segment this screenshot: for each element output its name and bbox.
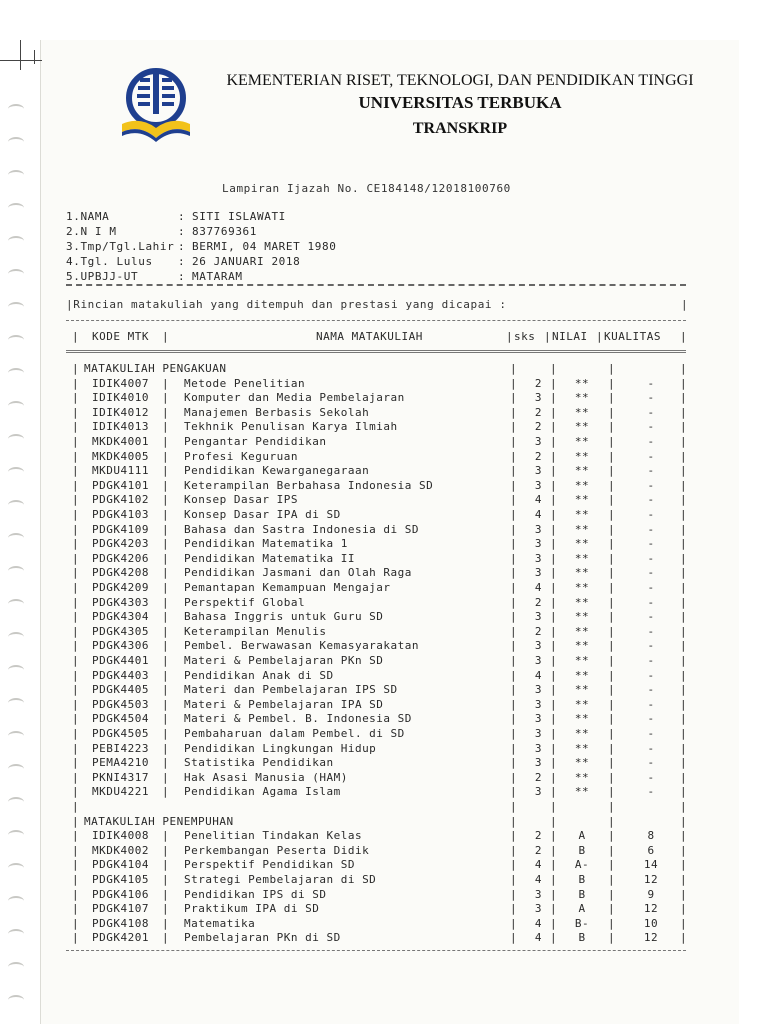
- binder-hole: [8, 995, 24, 1005]
- universitas-terbuka-logo: [118, 66, 194, 144]
- course-code: PDGK4305: [92, 624, 149, 638]
- course-name: Praktikum IPA di SD: [184, 902, 320, 916]
- table-caption: Rincian matakuliah yang ditempuh dan prestasi yang dicapai :: [73, 298, 507, 311]
- course-quality: -: [647, 741, 655, 755]
- course-grade: **: [574, 654, 590, 667]
- course-quality: -: [647, 449, 655, 463]
- course-sks: 2: [534, 624, 542, 638]
- divider-header: [66, 350, 686, 353]
- course-grade: **: [574, 697, 590, 711]
- course-row: | PDGK4101 | Keterampilan Berbahasa Indonesia SD | 3 | ** | - |: [72, 478, 688, 492]
- course-grade: B: [578, 843, 586, 857]
- course-quality: -: [647, 727, 655, 740]
- course-code: PDGK4107: [92, 902, 149, 916]
- course-row: | PDGK4209 | Pemantapan Kemampuan Mengajar | 4 | ** | - |: [72, 581, 688, 594]
- course-sks: 3: [534, 435, 542, 448]
- course-name: Penelitian Tindakan Kelas: [184, 829, 363, 843]
- binder-hole: [8, 467, 24, 477]
- binder-hole: [8, 104, 24, 114]
- course-sks: 3: [534, 654, 542, 667]
- table-header-row: | KODE MTK | NAMA MATAKULIAH | sks | NILAI | KUALITAS |: [72, 330, 688, 343]
- course-code: PKNI4317: [92, 770, 149, 784]
- course-quality: 12: [643, 873, 659, 886]
- student-info-colon: :: [178, 255, 186, 268]
- course-quality: -: [647, 595, 655, 609]
- course-code: PDGK4503: [92, 697, 149, 711]
- course-grade: **: [574, 551, 590, 565]
- course-sks: 3: [534, 902, 542, 916]
- course-quality: -: [647, 712, 655, 726]
- course-grade: A: [578, 829, 586, 843]
- blank-row: | | | | |: [72, 800, 688, 813]
- course-quality: -: [647, 464, 655, 478]
- course-grade: **: [574, 712, 590, 726]
- course-row: | PDGK4403 | Pendidikan Anak di SD | 4 | ** | - |: [72, 668, 688, 682]
- header-sks: sks: [514, 330, 536, 343]
- course-name: Hak Asasi Manusia (HAM): [184, 770, 348, 784]
- course-code: PDGK4209: [92, 581, 149, 594]
- header-name: NAMA MATAKULIAH: [316, 330, 423, 343]
- header-code: KODE MTK: [92, 330, 149, 343]
- course-code: PDGK4304: [92, 610, 149, 624]
- header-grade: NILAI: [552, 330, 588, 343]
- course-grade: **: [574, 668, 590, 682]
- student-info-colon: :: [178, 225, 186, 238]
- binder-hole: [8, 599, 24, 609]
- course-code: PDGK4109: [92, 522, 149, 536]
- course-sks: 3: [534, 537, 542, 551]
- course-name: Keterampilan Berbahasa Indonesia SD: [184, 478, 434, 492]
- course-code: IDIK4008: [92, 829, 149, 843]
- course-quality: -: [647, 405, 655, 419]
- course-grade: B: [578, 873, 586, 886]
- course-name: Statistika Pendidikan: [184, 756, 334, 770]
- course-grade: **: [574, 376, 590, 390]
- course-sks: 3: [534, 522, 542, 536]
- course-row: | PDGK4303 | Perspektif Global | 2 | ** | - |: [72, 595, 688, 609]
- course-name: Pengantar Pendidikan: [184, 435, 327, 448]
- binder-hole: [8, 203, 24, 213]
- table-caption-row: |Rincian matakuliah yang ditempuh dan prestasi yang dicapai :: [66, 298, 507, 311]
- diploma-attachment-number: Lampiran Ijazah No. CE184148/12018100760: [222, 182, 511, 195]
- course-quality: -: [647, 654, 655, 667]
- course-code: PDGK4203: [92, 537, 149, 551]
- course-quality: -: [647, 566, 655, 580]
- course-grade: **: [574, 537, 590, 551]
- course-quality: -: [647, 770, 655, 784]
- binder-hole: [8, 797, 24, 807]
- university-name: UNIVERSITAS TERBUKA: [358, 93, 562, 112]
- course-quality: -: [647, 537, 655, 551]
- course-quality: -: [647, 420, 655, 434]
- course-sks: 3: [534, 391, 542, 405]
- course-name: Matematika: [184, 916, 256, 930]
- course-name: Pendidikan Matematika II: [184, 551, 355, 565]
- binder-hole: [8, 368, 24, 378]
- course-row: | MKDK4005 | Profesi Keguruan | 2 | ** | - |: [72, 449, 688, 463]
- student-info-colon: :: [178, 270, 186, 283]
- course-row: | IDIK4007 | Metode Penelitian | 2 | ** | - |: [72, 376, 688, 390]
- binder-holes: [8, 0, 28, 1024]
- course-name: Materi dan Pembelajaran IPS SD: [184, 683, 398, 697]
- course-code: MKDU4111: [92, 464, 149, 478]
- course-grade: **: [574, 478, 590, 492]
- course-sks: 3: [534, 478, 542, 492]
- course-quality: -: [647, 522, 655, 536]
- course-grade: **: [574, 566, 590, 580]
- course-code: PDGK4108: [92, 916, 149, 930]
- course-name: Pembel. Berwawasan Kemasyarakatan: [184, 639, 420, 653]
- course-grade: **: [574, 770, 590, 784]
- course-quality: -: [647, 639, 655, 653]
- section-title: MATAKULIAH PENGAKUAN: [84, 362, 227, 375]
- course-grade: **: [574, 435, 590, 448]
- course-name: Pendidikan Kewarganegaraan: [184, 464, 370, 478]
- crop-mark: [0, 40, 44, 80]
- binder-hole: [8, 500, 24, 510]
- course-name: Metode Penelitian: [184, 376, 306, 390]
- course-sks: 3: [534, 610, 542, 624]
- course-name: Manajemen Berbasis Sekolah: [184, 405, 370, 419]
- course-sks: 2: [534, 829, 542, 843]
- course-sks: 2: [534, 595, 542, 609]
- course-sks: 2: [534, 376, 542, 390]
- divider-top: [66, 284, 686, 286]
- course-grade: B: [578, 887, 586, 901]
- course-code: PDGK4102: [92, 493, 149, 507]
- course-row: | PEMA4210 | Statistika Pendidikan | 3 | ** | - |: [72, 756, 688, 770]
- course-quality: -: [647, 391, 655, 405]
- student-info-label: 4.Tgl. Lulus: [66, 255, 153, 268]
- course-sks: 3: [534, 639, 542, 653]
- course-quality: 8: [647, 829, 655, 843]
- course-sks: 4: [534, 858, 542, 872]
- course-code: PEBI4223: [92, 741, 149, 755]
- student-info-value: 26 JANUARI 2018: [192, 255, 301, 268]
- binder-hole: [8, 434, 24, 444]
- course-quality: 12: [643, 931, 659, 945]
- course-sks: 2: [534, 420, 542, 434]
- course-name: Pembaharuan dalam Pembel. di SD: [184, 727, 405, 740]
- binder-hole: [8, 170, 24, 180]
- student-info-label: 3.Tmp/Tgl.Lahir: [66, 240, 175, 253]
- course-grade: **: [574, 493, 590, 507]
- course-sks: 4: [534, 493, 542, 507]
- course-grade: **: [574, 420, 590, 434]
- binder-hole: [8, 236, 24, 246]
- course-name: Profesi Keguruan: [184, 449, 298, 463]
- binder-hole: [8, 302, 24, 312]
- student-info-label: 1.NAMA: [66, 210, 110, 223]
- course-code: IDIK4012: [92, 405, 149, 419]
- course-sks: 3: [534, 785, 542, 799]
- course-row: | PKNI4317 | Hak Asasi Manusia (HAM) | 2 | ** | - |: [72, 770, 688, 784]
- course-grade: **: [574, 756, 590, 770]
- binder-hole: [8, 830, 24, 840]
- course-sks: 4: [534, 916, 542, 930]
- course-sks: 2: [534, 405, 542, 419]
- course-sks: 4: [534, 668, 542, 682]
- course-row: | MKDK4002 | Perkembangan Peserta Didik | 2 | B | 6 |: [72, 843, 688, 857]
- course-name: Pendidikan Anak di SD: [184, 668, 334, 682]
- student-info-value: SITI ISLAWATI: [192, 210, 286, 223]
- course-quality: -: [647, 668, 655, 682]
- course-row: | PDGK4201 | Pembelajaran PKn di SD | 4 | B | 12 |: [72, 931, 688, 945]
- course-sks: 4: [534, 508, 542, 521]
- course-code: IDIK4013: [92, 420, 149, 434]
- course-name: Pendidikan Agama Islam: [184, 785, 341, 799]
- course-name: Perspektif Global: [184, 595, 306, 609]
- course-quality: 14: [643, 858, 659, 872]
- course-row: | IDIK4010 | Komputer dan Media Pembelajaran | 3 | ** | - |: [72, 391, 688, 405]
- course-grade: **: [574, 405, 590, 419]
- course-grade: **: [574, 624, 590, 638]
- course-row: | PDGK4504 | Materi & Pembel. B. Indonesia SD | 3 | ** | - |: [72, 712, 688, 726]
- course-row: | PDGK4306 | Pembel. Berwawasan Kemasyarakatan | 3 | ** | - |: [72, 639, 688, 653]
- course-grade: **: [574, 610, 590, 624]
- course-name: Materi & Pembelajaran PKn SD: [184, 654, 384, 667]
- course-name: Tekhnik Penulisan Karya Ilmiah: [184, 420, 398, 434]
- course-row: | IDIK4013 | Tekhnik Penulisan Karya Ilmiah | 2 | ** | - |: [72, 420, 688, 434]
- course-quality: 6: [647, 843, 655, 857]
- course-name: Pemantapan Kemampuan Mengajar: [184, 581, 391, 594]
- course-name: Bahasa Inggris untuk Guru SD: [184, 610, 384, 624]
- course-name: Bahasa dan Sastra Indonesia di SD: [184, 522, 420, 536]
- course-sks: 4: [534, 873, 542, 886]
- course-code: PDGK4206: [92, 551, 149, 565]
- course-grade: A-: [574, 858, 590, 872]
- course-code: PDGK4101: [92, 478, 149, 492]
- course-grade: **: [574, 449, 590, 463]
- course-grade: **: [574, 391, 590, 405]
- course-quality: -: [647, 435, 655, 448]
- course-row: | PDGK4203 | Pendidikan Matematika 1 | 3 | ** | - |: [72, 537, 688, 551]
- course-row: | PDGK4109 | Bahasa dan Sastra Indonesia di SD | 3 | ** | - |: [72, 522, 688, 536]
- binder-hole: [8, 665, 24, 675]
- course-row: | PDGK4206 | Pendidikan Matematika II | 3 | ** | - |: [72, 551, 688, 565]
- binder-hole: [8, 764, 24, 774]
- course-name: Pembelajaran PKn di SD: [184, 931, 341, 945]
- course-name: Pendidikan Lingkungan Hidup: [184, 741, 377, 755]
- course-sks: 3: [534, 566, 542, 580]
- course-name: Perkembangan Peserta Didik: [184, 843, 370, 857]
- course-code: PDGK4303: [92, 595, 149, 609]
- binder-hole: [8, 962, 24, 972]
- course-quality: -: [647, 683, 655, 697]
- course-code: PDGK4401: [92, 654, 149, 667]
- course-sks: 3: [534, 683, 542, 697]
- binder-hole: [8, 896, 24, 906]
- course-quality: -: [647, 551, 655, 565]
- course-row: | PDGK4304 | Bahasa Inggris untuk Guru SD | 3 | ** | - |: [72, 610, 688, 624]
- course-code: PEMA4210: [92, 756, 149, 770]
- course-code: MKDK4005: [92, 449, 149, 463]
- course-sks: 3: [534, 464, 542, 478]
- course-row: | PDGK4105 | Strategi Pembelajaran di SD | 4 | B | 12 |: [72, 873, 688, 886]
- course-code: PDGK4505: [92, 727, 149, 740]
- course-quality: 10: [643, 916, 659, 930]
- document-title: TRANSKRIP: [412, 120, 508, 137]
- student-info-value: BERMI, 04 MARET 1980: [192, 240, 337, 253]
- course-sks: 3: [534, 551, 542, 565]
- course-grade: **: [574, 464, 590, 478]
- course-sks: 3: [534, 887, 542, 901]
- course-name: Pendidikan Matematika 1: [184, 537, 348, 551]
- course-code: MKDK4001: [92, 435, 149, 448]
- course-quality: 12: [643, 902, 659, 916]
- course-sks: 3: [534, 727, 542, 740]
- student-info-label: 5.UPBJJ-UT: [66, 270, 139, 283]
- course-grade: A: [578, 902, 586, 916]
- binder-hole: [8, 269, 24, 279]
- binder-hole: [8, 929, 24, 939]
- course-name: Materi & Pembel. B. Indonesia SD: [184, 712, 412, 726]
- course-name: Konsep Dasar IPA di SD: [184, 508, 341, 521]
- course-row: | PDGK4405 | Materi dan Pembelajaran IPS SD | 3 | ** | - |: [72, 683, 688, 697]
- binder-hole: [8, 566, 24, 576]
- course-sks: 2: [534, 843, 542, 857]
- course-quality: -: [647, 610, 655, 624]
- binder-hole: [8, 137, 24, 147]
- course-row: | MKDK4001 | Pengantar Pendidikan | 3 | ** | - |: [72, 435, 688, 448]
- course-sks: 2: [534, 449, 542, 463]
- course-sks: 3: [534, 741, 542, 755]
- course-row: | PDGK4503 | Materi & Pembelajaran IPA SD | 3 | ** | - |: [72, 697, 688, 711]
- divider-bottom: [66, 950, 686, 951]
- student-info-label: 2.N I M: [66, 225, 117, 238]
- binder-hole: [8, 401, 24, 411]
- course-grade: **: [574, 639, 590, 653]
- course-grade: **: [574, 595, 590, 609]
- course-row: | PDGK4505 | Pembaharuan dalam Pembel. di SD | 3 | ** | - |: [72, 727, 688, 740]
- course-name: Keterampilan Menulis: [184, 624, 327, 638]
- course-quality: -: [647, 624, 655, 638]
- course-grade: **: [574, 522, 590, 536]
- course-row: | IDIK4008 | Penelitian Tindakan Kelas | 2 | A | 8 |: [72, 829, 688, 843]
- course-grade: **: [574, 785, 590, 799]
- course-quality: -: [647, 376, 655, 390]
- course-row: | PEBI4223 | Pendidikan Lingkungan Hidup | 3 | ** | - |: [72, 741, 688, 755]
- course-sks: 4: [534, 931, 542, 945]
- course-name: Pendidikan Jasmani dan Olah Raga: [184, 566, 412, 580]
- section-title: MATAKULIAH PENEMPUHAN: [84, 814, 234, 828]
- course-code: PDGK4106: [92, 887, 149, 901]
- course-quality: -: [647, 756, 655, 770]
- student-info-value: 837769361: [192, 225, 258, 238]
- binder-hole: [8, 731, 24, 741]
- course-quality: -: [647, 478, 655, 492]
- course-code: PDGK4504: [92, 712, 149, 726]
- course-code: PDGK4403: [92, 668, 149, 682]
- divider-caption: [66, 320, 686, 321]
- course-name: Materi & Pembelajaran IPA SD: [184, 697, 384, 711]
- course-row: | PDGK4107 | Praktikum IPA di SD | 3 | A | 12 |: [72, 902, 688, 916]
- course-sks: 4: [534, 581, 542, 594]
- course-quality: -: [647, 493, 655, 507]
- course-quality: -: [647, 697, 655, 711]
- section-title-row: | MATAKULIAH PENGAKUAN | | | |: [72, 362, 688, 375]
- binder-hole: [8, 335, 24, 345]
- course-grade: B-: [574, 916, 590, 930]
- student-info-colon: :: [178, 210, 186, 223]
- section-title-row: | MATAKULIAH PENEMPUHAN | | | |: [72, 814, 688, 828]
- header-quality: KUALITAS: [604, 330, 661, 343]
- course-row: | PDGK4401 | Materi & Pembelajaran PKn SD | 3 | ** | - |: [72, 654, 688, 667]
- course-code: MKDU4221: [92, 785, 149, 799]
- binder-hole: [8, 533, 24, 543]
- course-code: PDGK4306: [92, 639, 149, 653]
- course-row: | PDGK4305 | Keterampilan Menulis | 2 | ** | - |: [72, 624, 688, 638]
- course-code: PDGK4201: [92, 931, 149, 945]
- course-sks: 3: [534, 712, 542, 726]
- course-code: PDGK4405: [92, 683, 149, 697]
- course-name: Pendidikan IPS di SD: [184, 887, 327, 901]
- course-grade: **: [574, 581, 590, 594]
- binder-hole: [8, 863, 24, 873]
- course-name: Konsep Dasar IPS: [184, 493, 298, 507]
- course-row: | PDGK4103 | Konsep Dasar IPA di SD | 4 | ** | - |: [72, 508, 688, 521]
- ministry-title: KEMENTERIAN RISET, TEKNOLOGI, DAN PENDIDIKAN TINGGI: [226, 72, 694, 89]
- course-row: | MKDU4221 | Pendidikan Agama Islam | 3 | ** | - |: [72, 785, 688, 799]
- course-row: | PDGK4102 | Konsep Dasar IPS | 4 | ** | - |: [72, 493, 688, 507]
- course-code: IDIK4007: [92, 376, 149, 390]
- course-quality: -: [647, 785, 655, 799]
- binder-hole: [8, 632, 24, 642]
- course-grade: **: [574, 727, 590, 740]
- course-row: | PDGK4106 | Pendidikan IPS di SD | 3 | B | 9 |: [72, 887, 688, 901]
- course-code: MKDK4002: [92, 843, 149, 857]
- course-row: | MKDU4111 | Pendidikan Kewarganegaraan | 3 | ** | - |: [72, 464, 688, 478]
- course-grade: **: [574, 508, 590, 521]
- student-info-value: MATARAM: [192, 270, 243, 283]
- course-name: Komputer dan Media Pembelajaran: [184, 391, 405, 405]
- course-code: IDIK4010: [92, 391, 149, 405]
- course-name: Strategi Pembelajaran di SD: [184, 873, 377, 886]
- course-quality: -: [647, 581, 655, 594]
- binder-hole: [8, 698, 24, 708]
- course-row: | PDGK4104 | Perspektif Pendidikan SD | 4 | A- | 14 |: [72, 858, 688, 872]
- caption-right-pipe: |: [681, 298, 689, 311]
- course-sks: 2: [534, 770, 542, 784]
- course-grade: **: [574, 741, 590, 755]
- course-sks: 3: [534, 697, 542, 711]
- course-code: PDGK4208: [92, 566, 149, 580]
- course-row: | IDIK4012 | Manajemen Berbasis Sekolah | 2 | ** | - |: [72, 405, 688, 419]
- course-code: PDGK4103: [92, 508, 149, 521]
- course-grade: **: [574, 683, 590, 697]
- course-code: PDGK4104: [92, 858, 149, 872]
- course-name: Perspektif Pendidikan SD: [184, 858, 355, 872]
- course-quality: -: [647, 508, 655, 521]
- course-grade: B: [578, 931, 586, 945]
- course-row: | PDGK4208 | Pendidikan Jasmani dan Olah Raga | 3 | ** | - |: [72, 566, 688, 580]
- student-info-colon: :: [178, 240, 186, 253]
- course-row: | PDGK4108 | Matematika | 4 | B- | 10 |: [72, 916, 688, 930]
- course-sks: 3: [534, 756, 542, 770]
- course-quality: 9: [647, 887, 655, 901]
- course-code: PDGK4105: [92, 873, 149, 886]
